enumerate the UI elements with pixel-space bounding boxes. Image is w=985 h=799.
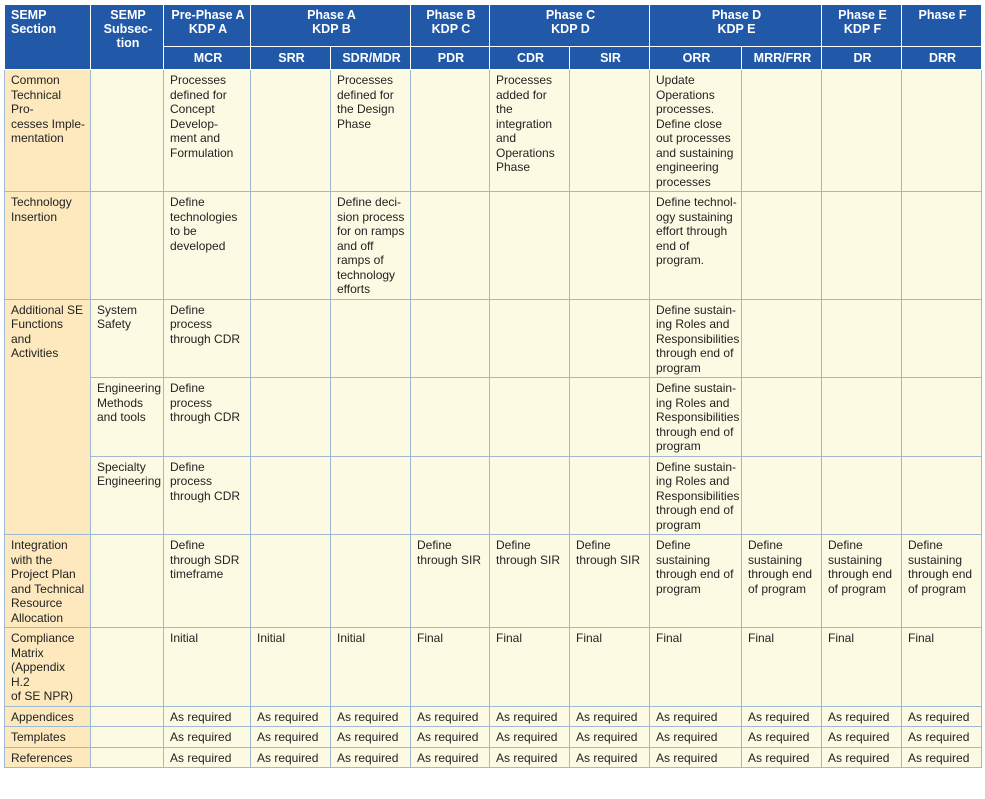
phase-cell-cdr: Final <box>490 628 570 707</box>
phase-cell-srr <box>251 192 331 300</box>
phase-cell-mcr: Define technologies to be developed <box>164 192 251 300</box>
section-cell: Technology Insertion <box>5 192 91 300</box>
phase-cell-cdr <box>490 378 570 457</box>
phase-cell-dr: Define sustaining through end of program <box>822 535 902 628</box>
phase-cell-pdr: As required <box>411 706 490 727</box>
table-row <box>5 747 982 768</box>
table-row <box>5 192 982 300</box>
phase-cell-srr <box>251 535 331 628</box>
phase-cell-mrr-frr <box>742 70 822 192</box>
phase-cell-drr: Final <box>902 628 982 707</box>
review-orr: ORR <box>650 47 742 70</box>
header-phase-d: Phase D KDP E <box>650 5 822 47</box>
phase-cell-sir <box>570 378 650 457</box>
semp-phase-table <box>4 4 982 768</box>
phase-cell-cdr: Processes added for the integration and Operations Phase <box>490 70 570 192</box>
header-phase-b: Phase B KDP C <box>411 5 490 47</box>
section-cell: Common Technical Pro- cesses Imple- mentation <box>5 70 91 192</box>
phase-cell-mrr-frr: As required <box>742 727 822 748</box>
phase-cell-cdr: As required <box>490 747 570 768</box>
phase-cell-drr: Define sustaining through end of program <box>902 535 982 628</box>
phase-cell-dr: As required <box>822 727 902 748</box>
table-row <box>5 299 982 378</box>
phase-cell-mcr: Define process through CDR <box>164 456 251 535</box>
phase-cell-srr: As required <box>251 727 331 748</box>
phase-cell-mcr: As required <box>164 727 251 748</box>
table-row <box>5 535 982 628</box>
header-phase-f: Phase F <box>902 5 982 47</box>
phase-cell-orr: As required <box>650 747 742 768</box>
phase-cell-cdr <box>490 192 570 300</box>
phase-cell-orr: As required <box>650 727 742 748</box>
phase-cell-cdr: As required <box>490 727 570 748</box>
table-row <box>5 378 982 457</box>
phase-cell-pdr: Define through SIR <box>411 535 490 628</box>
phase-cell-pdr: As required <box>411 727 490 748</box>
phase-cell-mrr-frr: Define sustaining through end of program <box>742 535 822 628</box>
subsection-cell <box>91 192 164 300</box>
phase-cell-orr: Final <box>650 628 742 707</box>
phase-cell-orr: Define technol- ogy sustaining effort through end of program. <box>650 192 742 300</box>
phase-cell-sdr-mdr <box>331 456 411 535</box>
phase-cell-sdr-mdr: Processes defined for the Design Phase <box>331 70 411 192</box>
table-row <box>5 70 982 192</box>
header-semp-section: SEMP Section <box>5 5 91 70</box>
phase-cell-dr: As required <box>822 747 902 768</box>
phase-cell-sdr-mdr: As required <box>331 706 411 727</box>
phase-cell-srr: As required <box>251 706 331 727</box>
phase-cell-sdr-mdr: As required <box>331 727 411 748</box>
phase-cell-sdr-mdr: As required <box>331 747 411 768</box>
phase-cell-orr: Define sustain- ing Roles and Responsibilities through end of program <box>650 299 742 378</box>
header-phase-a: Phase A KDP B <box>251 5 411 47</box>
phase-cell-sir: Define through SIR <box>570 535 650 628</box>
phase-cell-sir: Final <box>570 628 650 707</box>
phase-cell-pdr <box>411 70 490 192</box>
phase-cell-dr <box>822 70 902 192</box>
phase-cell-drr: As required <box>902 706 982 727</box>
phase-cell-mrr-frr: As required <box>742 706 822 727</box>
subsection-cell <box>91 70 164 192</box>
review-drr: DRR <box>902 47 982 70</box>
phase-cell-srr <box>251 378 331 457</box>
section-cell: Integration with the Project Plan and Technical Resource Allocation <box>5 535 91 628</box>
phase-cell-dr: As required <box>822 706 902 727</box>
phase-cell-drr <box>902 378 982 457</box>
review-srr: SRR <box>251 47 331 70</box>
phase-cell-pdr <box>411 456 490 535</box>
phase-cell-pdr: Final <box>411 628 490 707</box>
phase-cell-mrr-frr <box>742 456 822 535</box>
phase-cell-pdr <box>411 192 490 300</box>
phase-cell-orr: Update Operations processes. Define close out processes and sustaining engineering processes <box>650 70 742 192</box>
phase-cell-mrr-frr: Final <box>742 628 822 707</box>
phase-cell-drr: As required <box>902 747 982 768</box>
subsection-cell <box>91 535 164 628</box>
phase-cell-drr: As required <box>902 727 982 748</box>
phase-cell-orr: Define sustain- ing Roles and Responsibilities through end of program <box>650 456 742 535</box>
table-row <box>5 727 982 748</box>
phase-cell-mrr-frr <box>742 378 822 457</box>
phase-cell-dr <box>822 378 902 457</box>
phase-cell-dr: Final <box>822 628 902 707</box>
phase-cell-sir: As required <box>570 727 650 748</box>
phase-cell-drr <box>902 456 982 535</box>
phase-cell-mcr: Define through SDR timeframe <box>164 535 251 628</box>
table-body <box>5 70 982 768</box>
phase-cell-sdr-mdr: Initial <box>331 628 411 707</box>
phase-cell-orr: Define sustaining through end of program <box>650 535 742 628</box>
subsection-cell: System Safety <box>91 299 164 378</box>
section-cell: References <box>5 747 91 768</box>
table-row <box>5 628 982 707</box>
subsection-cell <box>91 706 164 727</box>
review-cdr: CDR <box>490 47 570 70</box>
review-sir: SIR <box>570 47 650 70</box>
phase-cell-mcr: Define process through CDR <box>164 299 251 378</box>
phase-cell-mrr-frr <box>742 192 822 300</box>
phase-cell-srr: Initial <box>251 628 331 707</box>
phase-cell-sdr-mdr: Define deci- sion process for on ramps and off ramps of technology efforts <box>331 192 411 300</box>
subsection-cell <box>91 747 164 768</box>
phase-cell-srr <box>251 456 331 535</box>
review-pdr: PDR <box>411 47 490 70</box>
subsection-cell: Engineering Methods and tools <box>91 378 164 457</box>
table-row <box>5 706 982 727</box>
phase-cell-srr: As required <box>251 747 331 768</box>
phase-cell-sdr-mdr <box>331 535 411 628</box>
phase-cell-srr <box>251 70 331 192</box>
header-semp-subsection: SEMP Subsec- tion <box>91 5 164 70</box>
phase-cell-mrr-frr: As required <box>742 747 822 768</box>
subsection-cell: Specialty Engineering <box>91 456 164 535</box>
phase-cell-pdr <box>411 299 490 378</box>
phase-cell-mcr: As required <box>164 747 251 768</box>
phase-cell-cdr: As required <box>490 706 570 727</box>
subsection-cell <box>91 727 164 748</box>
phase-cell-mcr: Initial <box>164 628 251 707</box>
phase-cell-sdr-mdr <box>331 299 411 378</box>
phase-cell-dr <box>822 299 902 378</box>
phase-cell-sir <box>570 70 650 192</box>
phase-cell-drr <box>902 70 982 192</box>
phase-cell-mcr: Processes defined for Concept Develop- ment and Formulation <box>164 70 251 192</box>
phase-cell-sir: As required <box>570 706 650 727</box>
phase-cell-cdr <box>490 299 570 378</box>
phase-cell-pdr <box>411 378 490 457</box>
section-cell: Templates <box>5 727 91 748</box>
phase-cell-cdr: Define through SIR <box>490 535 570 628</box>
section-cell: Appendices <box>5 706 91 727</box>
phase-cell-pdr: As required <box>411 747 490 768</box>
header-phase-e: Phase E KDP F <box>822 5 902 47</box>
phase-cell-mrr-frr <box>742 299 822 378</box>
phase-cell-sir <box>570 192 650 300</box>
header-phase-c: Phase C KDP D <box>490 5 650 47</box>
review-mrr-frr: MRR/FRR <box>742 47 822 70</box>
table-row <box>5 456 982 535</box>
phase-cell-srr <box>251 299 331 378</box>
review-dr: DR <box>822 47 902 70</box>
phase-cell-cdr <box>490 456 570 535</box>
phase-cell-orr: Define sustain- ing Roles and Responsibilities through end of program <box>650 378 742 457</box>
review-mcr: MCR <box>164 47 251 70</box>
subsection-cell <box>91 628 164 707</box>
section-cell: Additional SE Functions and Activities <box>5 299 91 535</box>
phase-cell-dr <box>822 192 902 300</box>
phase-cell-drr <box>902 192 982 300</box>
phase-cell-orr: As required <box>650 706 742 727</box>
phase-cell-drr <box>902 299 982 378</box>
header-pre-phase-a: Pre-Phase A KDP A <box>164 5 251 47</box>
phase-cell-sir: As required <box>570 747 650 768</box>
section-cell: Compliance Matrix (Appendix H.2 of SE NPR) <box>5 628 91 707</box>
phase-cell-dr <box>822 456 902 535</box>
review-sdr-mdr: SDR/MDR <box>331 47 411 70</box>
phase-cell-mcr: Define process through CDR <box>164 378 251 457</box>
phase-cell-sir <box>570 299 650 378</box>
phase-cell-sdr-mdr <box>331 378 411 457</box>
phase-cell-mcr: As required <box>164 706 251 727</box>
phase-cell-sir <box>570 456 650 535</box>
